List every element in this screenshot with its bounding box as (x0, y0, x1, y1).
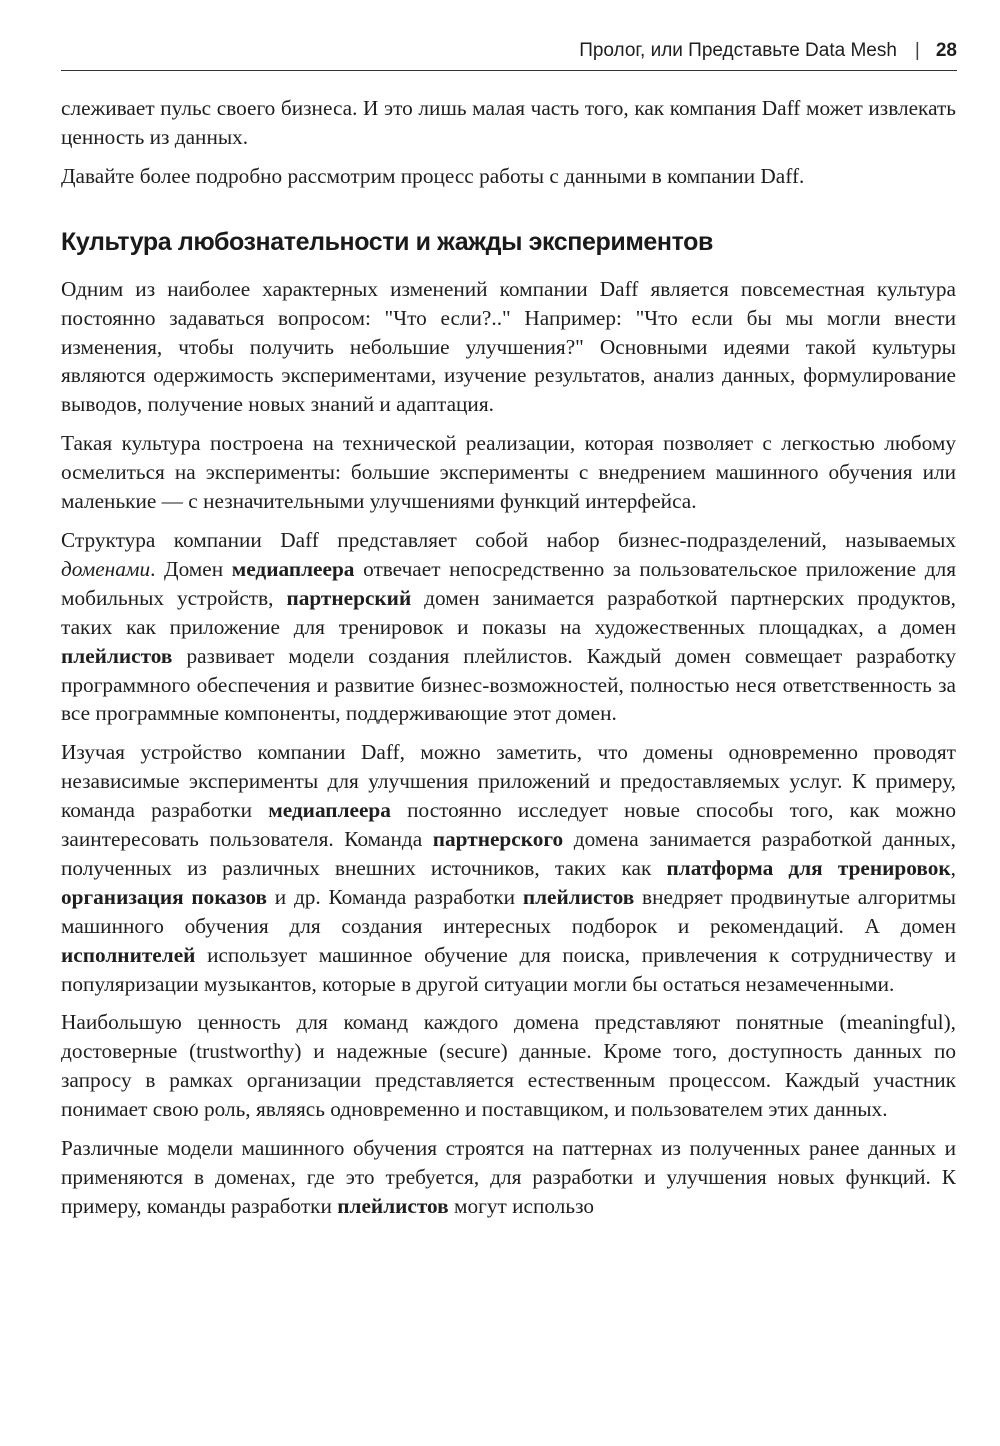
page-body (61, 94, 956, 1231)
paragraph-intro: Давайте более подробно рассмотрим процесс работы с данными в компании Daff. (61, 163, 805, 188)
page-number: 28 (935, 40, 957, 61)
bold-partner-domain: партнерского (432, 827, 564, 852)
section-heading: Культура любознательности и жажды экспериментов (61, 227, 713, 256)
bold-training-platform: платформа для тренировок (666, 855, 951, 880)
paragraph-ml: Различные модели машинного обучения строятся на паттернах из полученных ранее данных и применяются в доменах, где это требуется, для разработки и улучшения новых функций. К примеру, команды разработки плейлистов могут использо (61, 1136, 956, 1218)
bold-media-player: медиаплеера (231, 556, 355, 581)
paragraph-culture: Одним из наиболее характерных изменений компании Daff является повсеместная культура постоянно задаваться вопросом: "Что если?.." Например: "Что если бы мы могли внести изменения, чтобы получить небольшие улучшения?" Основными идеями такой культуры являются одержимость экспериментами, изучение результатов, анализ данных, формулирование выводов, получение новых знаний и адаптация. (61, 276, 956, 417)
bold-playlists: плейлистов (61, 643, 173, 668)
running-header (61, 40, 957, 71)
paragraph-structure: Структура компании Daff представляет собой набор бизнес-подразделений, называемых доменами. Домен медиаплеера отвечает непосредственно за пользовательское приложение для мобильных устройств, партнерский домен занимается разработкой партнерских продуктов, таких как приложение для тренировок и показы на художественных площадках, а домен плейлистов развивает модели создания плейлистов. Каждый домен совмещает разработку программного обеспечения и развитие бизнес-возможностей, полностью неся ответственность за все программные компоненты, поддерживающие этот домен. (61, 527, 957, 726)
bold-shows-organization: организация показов (61, 884, 267, 909)
paragraph-continuation: слеживает пульс своего бизнеса. И это лишь малая часть того, как компания Daff может извлекать ценность из данных. (61, 96, 956, 149)
bold-playlists: плейлистов (337, 1193, 449, 1218)
emphasis-domains: доменами (61, 556, 151, 581)
paragraph-technical: Такая культура построена на технической реализации, которая позволяет с легкостью любому осмелиться на эксперименты: большие эксперименты с внедрением машинного обучения или маленькие — с незначительными улучшениями функций интерфейса. (61, 431, 956, 514)
running-title: Пролог, или Представьте Data Mesh (579, 40, 897, 61)
paragraph-value: Наибольшую ценность для команд каждого домена представляют понятные (meaningful), достоверные (trustworthy) и надежные (secure) данные. Кроме того, доступность данных по запросу в рамках организации представляется естественным процессом. Каждый участник понимает свою роль, являясь одновременно и поставщиком, и пользователем этих данных. (61, 1010, 956, 1122)
bold-partner: партнерский (286, 585, 412, 610)
bold-artists: исполнителей (61, 942, 196, 967)
header-separator: | (914, 40, 920, 61)
paragraph-experiments: Изучая устройство компании Daff, можно заметить, что домены одновременно проводят независимые эксперименты для улучшения приложений и предоставляемых услуг. К примеру, команда разработки медиаплеера постоянно исследует новые способы того, как можно заинтересовать пользователя. Команда партнерского домена занимается разработкой данных, полученных из различных внешних источников, таких как платформа для тренировок, организация показов и др. Команда разработки плейлистов внедряет продвинутые алгоритмы машинного обучения для создания интересных подборок и рекомендаций. А домен исполнителей использует машинное обучение для поиска, привлечения к сотрудничеству и популяризации музыкантов, которые в другой ситуации могли бы остаться незамеченными. (61, 740, 956, 996)
bold-playlists: плейлистов (522, 884, 635, 909)
bold-media-player: медиаплеера (268, 798, 391, 823)
